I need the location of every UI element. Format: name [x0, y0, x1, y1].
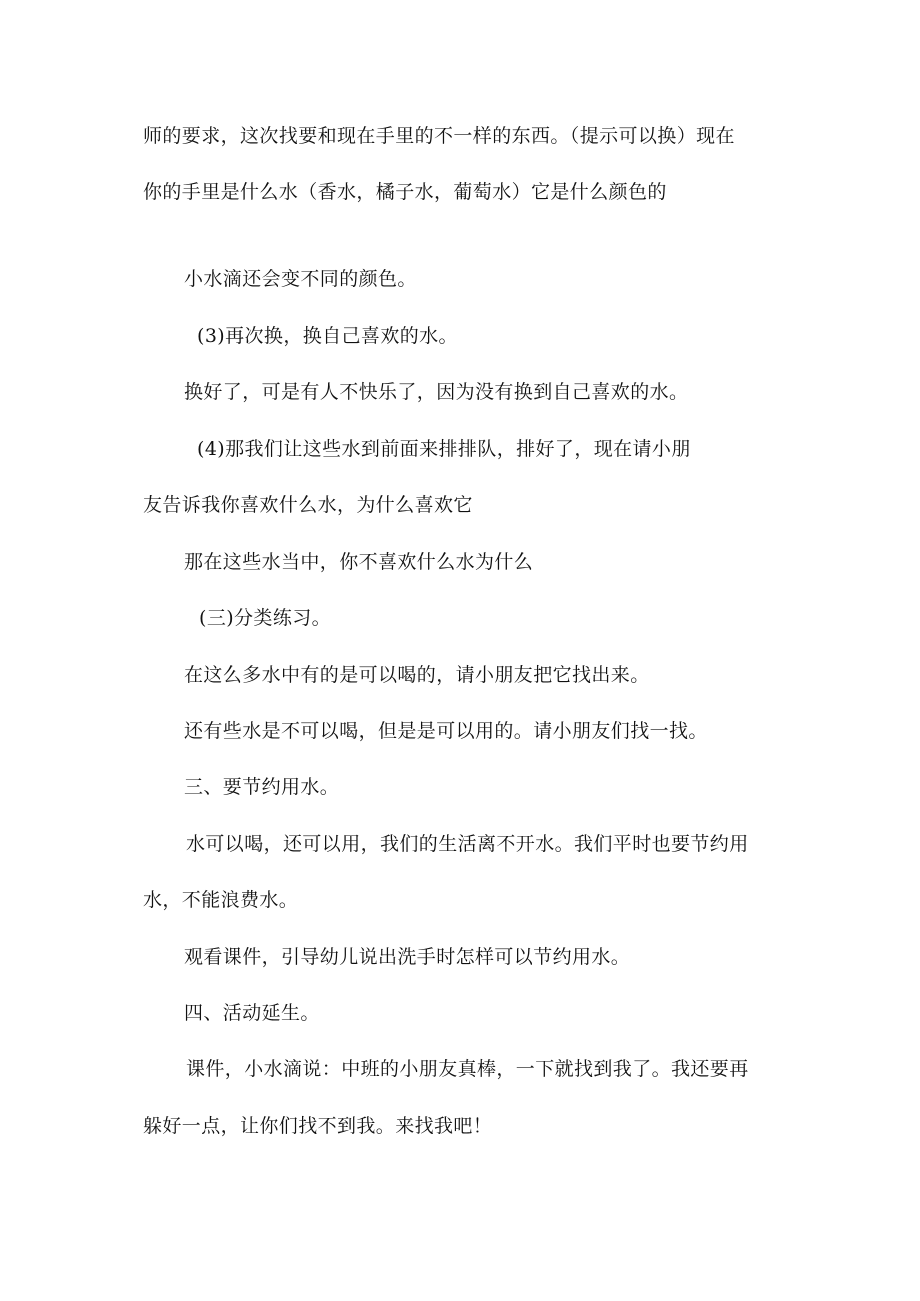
- text-line-2: 你的手里是什么水（香水，橘子水，葡萄水）它是什么颜色的: [143, 181, 667, 203]
- text-line-17: 课件，小水滴说：中班的小朋友真棒，一下就找到我了。我还要再: [186, 1058, 749, 1080]
- text-line-6: (4)那我们让这些水到前面来排排队，排好了，现在请小朋: [197, 438, 691, 460]
- text-line-14: 水，不能浪费水。: [143, 889, 299, 911]
- text-line-10: 在这么多水中有的是可以喝的，请小朋友把它找出来。: [184, 664, 650, 686]
- text-line-18: 躲好一点，让你们找不到我。来找我吧！: [143, 1115, 493, 1137]
- text-line-1: 师的要求，这次找要和现在手里的不一样的东西。（提示可以换）现在: [143, 125, 735, 147]
- text-line-4: (3)再次换，换自己喜欢的水。: [197, 325, 458, 347]
- text-line-9: (三)分类练习。: [199, 607, 332, 629]
- text-line-7: 友告诉我你喜欢什么水，为什么喜欢它: [143, 494, 473, 516]
- text-line-8: 那在这些水当中，你不喜欢什么水为什么: [184, 551, 534, 573]
- text-line-13: 水可以喝，还可以用，我们的生活离不开水。我们平时也要节约用: [186, 833, 749, 855]
- text-line-15: 观看课件，引导幼儿说出洗手时怎样可以节约用水。: [184, 946, 631, 968]
- text-line-12: 三、要节约用水。: [184, 776, 340, 798]
- text-line-16: 四、活动延生。: [184, 1002, 320, 1024]
- text-line-3: 小水滴还会变不同的颜色。: [184, 268, 417, 290]
- text-line-5: 换好了，可是有人不快乐了，因为没有换到自己喜欢的水。: [184, 381, 689, 403]
- text-line-11: 还有些水是不可以喝，但是是可以用的。请小朋友们找一找。: [184, 720, 708, 742]
